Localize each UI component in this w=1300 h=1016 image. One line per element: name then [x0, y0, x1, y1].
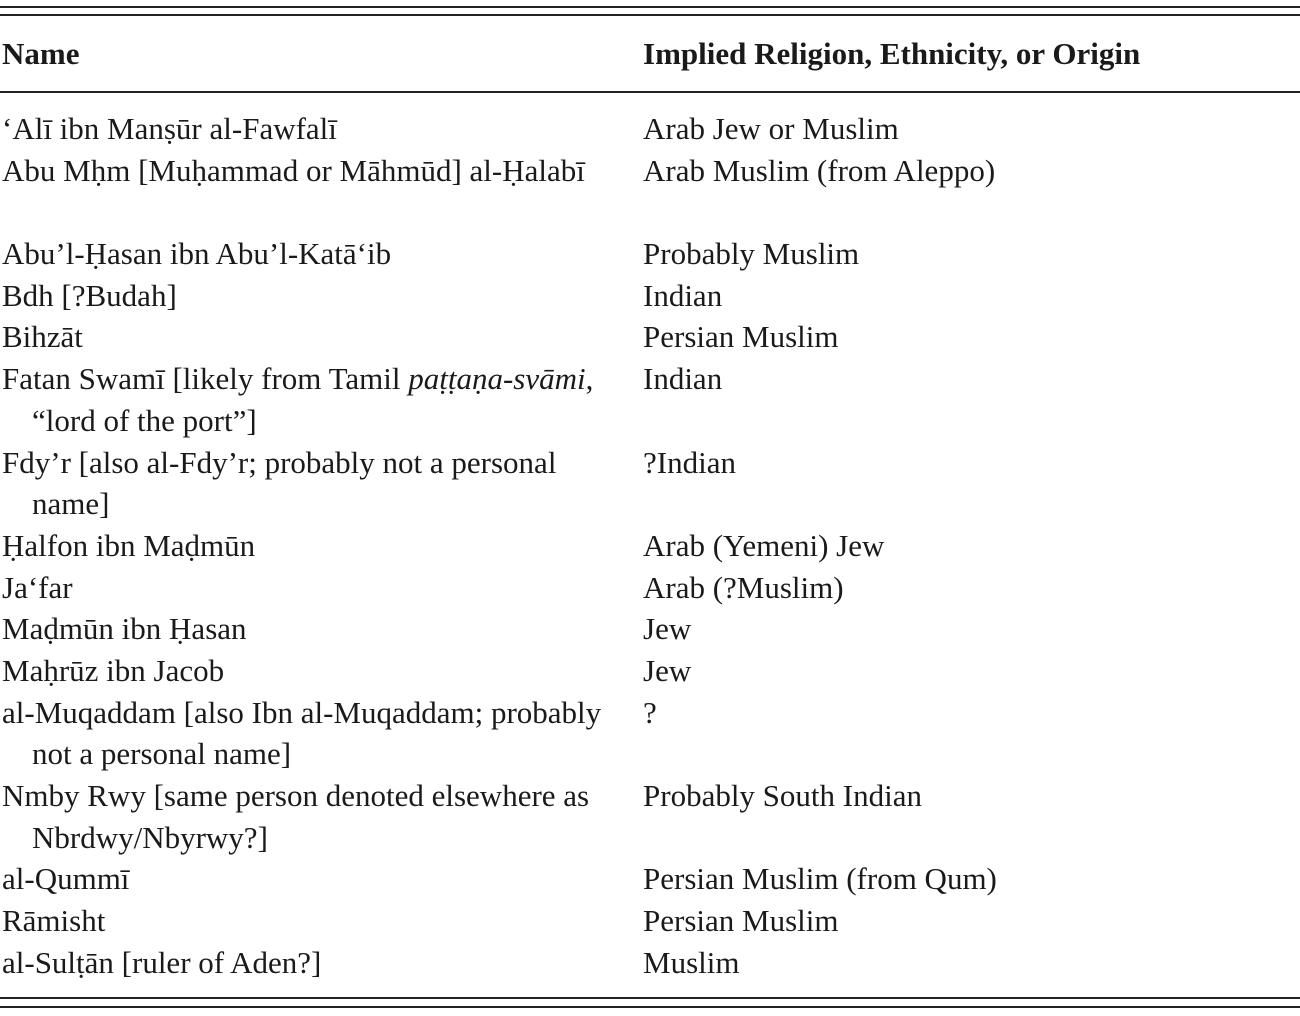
name-cell [2, 442, 632, 525]
name-text: ‘Alī ibn Manṣūr al-Fawfalī [2, 111, 337, 146]
name-cell [2, 316, 632, 358]
origin-cell: Jew [643, 611, 692, 647]
table-row [0, 525, 1300, 567]
name-text: al-Muqaddam [also Ibn al-Muqaddam; probably not a personal name] [2, 694, 602, 772]
origin-cell: Probably South Indian [643, 778, 922, 814]
name-text: Maḍmūn ibn Ḥasan [2, 611, 247, 647]
name-cell [2, 108, 632, 150]
bottom-rule-outer [0, 1006, 1300, 1008]
header-rule [0, 91, 1300, 93]
name-text: Ḥalfon ibn Maḍmūn [2, 527, 256, 563]
origin-cell: Arab Jew or Muslim [643, 111, 899, 146]
origin-cell: ?Indian [643, 444, 736, 480]
name-text: Bdh [?Budah] [2, 277, 177, 313]
name-text: Fdy’r [also al-Fdy’r; probably not a personal name] [2, 444, 557, 522]
origin-cell: Persian Muslim (from Qum) [643, 861, 997, 897]
name-cell [2, 858, 632, 900]
table-row [0, 316, 1300, 358]
name-text: Abu’l-Ḥasan ibn Abu’l-Katā‘ib [2, 236, 392, 272]
table-row [0, 650, 1300, 692]
name-text: Maḥrūz ibn Jacob [2, 652, 225, 688]
origin-cell: Persian Muslim [643, 319, 839, 355]
table-row [0, 150, 1300, 233]
name-cell [2, 358, 632, 441]
name-cell [2, 567, 632, 609]
top-rule-inner [0, 14, 1300, 16]
table-row [0, 275, 1300, 317]
table-row [0, 692, 1300, 775]
table-row [0, 108, 1300, 150]
table-body [0, 108, 1300, 984]
origin-cell: Arab (?Muslim) [643, 569, 844, 605]
name-text: Nmby Rwy [same person denoted elsewhere as Nbrdwy/Nbyrwy?] [2, 778, 590, 855]
bottom-rule-inner [0, 997, 1300, 999]
name-text: Rāmisht [2, 903, 106, 939]
name-cell [2, 775, 632, 858]
origin-cell: ? [643, 694, 657, 730]
name-cell [2, 650, 632, 692]
table-row [0, 358, 1300, 441]
name-cell [2, 942, 632, 984]
name-cell [2, 150, 632, 192]
table-row [0, 442, 1300, 525]
origin-cell: Arab Muslim (from Aleppo) [643, 152, 996, 188]
table-row [0, 942, 1300, 984]
origin-cell: Indian [643, 361, 723, 397]
top-rule-outer [0, 6, 1300, 8]
table-row [0, 608, 1300, 650]
table-row [0, 567, 1300, 609]
name-text: Abu Mḥm [Muḥammad or Māhmūd] al-Ḥalabī [2, 152, 585, 188]
header-name: Name [2, 36, 80, 71]
name-text: al-Sulṭān [ruler of Aden?] [2, 944, 322, 980]
origin-cell: Persian Muslim [643, 903, 839, 939]
name-text: al-Qummī [2, 861, 130, 897]
origin-cell: Probably Muslim [643, 236, 860, 272]
table-header [0, 33, 1300, 77]
origin-cell: Arab (Yemeni) Jew [643, 527, 885, 563]
name-cell [2, 233, 632, 275]
name-text: Fatan Swamī [likely from Tamil [2, 361, 409, 397]
header-origin: Implied Religion, Ethnicity, or Origin [643, 36, 1141, 71]
origin-cell: Muslim [643, 944, 740, 980]
table-row [0, 775, 1300, 858]
name-cell [2, 900, 632, 942]
name-cell [2, 692, 632, 775]
table-row [0, 858, 1300, 900]
table-row [0, 233, 1300, 275]
name-text: Ja‘far [2, 569, 73, 605]
origin-cell: Jew [643, 652, 692, 688]
name-text: Bihzāt [2, 319, 83, 355]
name-cell [2, 525, 632, 567]
name-cell [2, 275, 632, 317]
name-italic-text: paṭṭaṇa-svāmi [408, 361, 586, 397]
name-cell [2, 608, 632, 650]
name-after-text: , “lord of the port”] [32, 361, 594, 438]
origin-cell: Indian [643, 277, 723, 313]
table-row [0, 900, 1300, 942]
